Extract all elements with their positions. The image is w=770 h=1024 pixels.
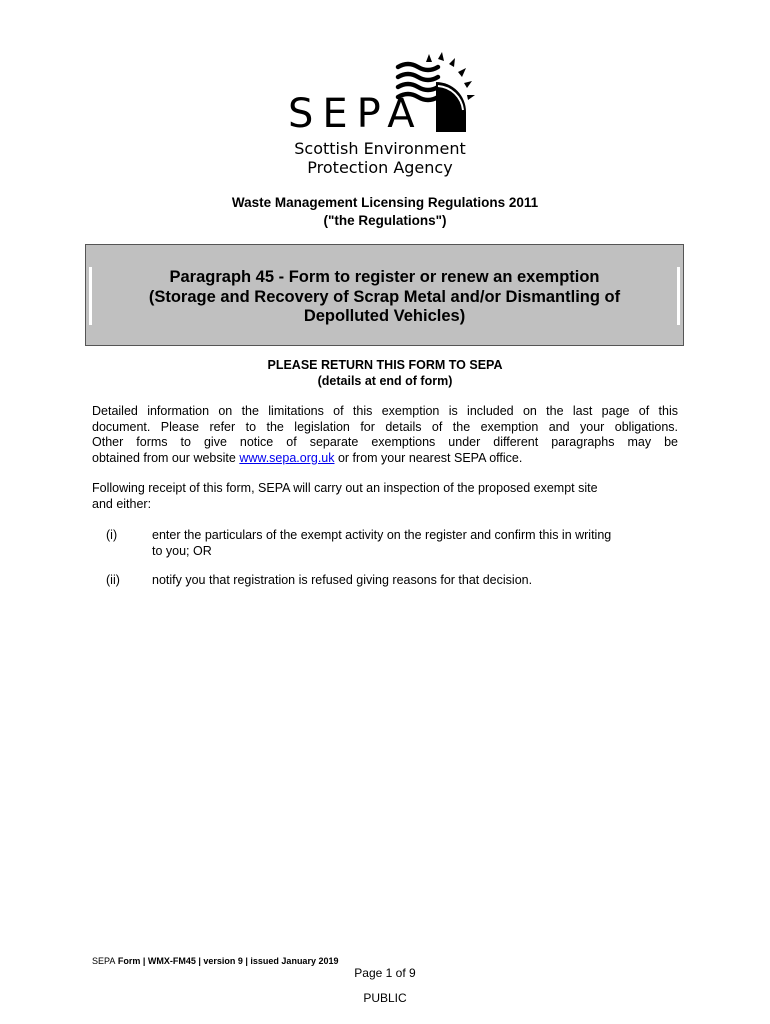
form-title-line1: Paragraph 45 - Form to register or renew an exemption <box>169 268 600 286</box>
list-item-line1: notify you that registration is refused giving reasons for that decision. <box>152 573 533 587</box>
footer-form-prefix: SEPA <box>92 956 116 966</box>
regulations-title: Waste Management Licensing Regulations 2011 <box>231 195 539 210</box>
return-notice-heading: PLEASE RETURN THIS FORM TO SEPA <box>267 358 503 372</box>
paragraph1-line1: Detailed information on the limitations of this exemption is included on the last page of this <box>92 404 678 418</box>
paragraph1-line4 <box>92 451 678 467</box>
list-item-line1: enter the particulars of the exempt activity on the register and confirm this in writing <box>152 528 612 542</box>
sepa-logo <box>286 50 486 182</box>
inspection-paragraph <box>92 481 678 512</box>
list-item-number: (ii) <box>106 573 120 587</box>
form-title-box <box>85 244 684 346</box>
paragraph2-line1: Following receipt of this form, SEPA will carry out an inspection of the proposed exempt site <box>92 481 598 495</box>
paragraph1-line3: Other forms to give notice of separate exemptions under different paragraphs may be <box>92 435 678 449</box>
list-item-text <box>152 528 682 559</box>
paragraph1-line2: document. Please refer to the legislation for details of the exemption and your obligations. <box>92 419 678 434</box>
paragraph2-line2: and either: <box>92 496 152 511</box>
paragraph1-line4-after: or from your nearest SEPA office. <box>334 450 523 465</box>
list-item-line2: to you; OR <box>152 543 212 558</box>
footer-form-details: Form | WMX-FM45 | version 9 | issued January 2019 <box>115 956 339 966</box>
paragraph1-line4-before: obtained from our website <box>92 450 240 465</box>
list-item-text <box>152 573 682 589</box>
sepa-website-link[interactable]: www.sepa.org.uk <box>239 450 335 465</box>
list-item-number: (i) <box>106 528 118 542</box>
classification-label: PUBLIC <box>363 991 407 1005</box>
form-title-line3: Depolluted Vehicles) <box>303 307 466 325</box>
page-number: Page 1 of 9 <box>354 966 416 980</box>
return-notice-details: (details at end of form) <box>317 374 453 388</box>
logo-subtitle-line1: Scottish Environment <box>294 139 466 158</box>
regulations-subtitle: ("the Regulations") <box>323 213 447 228</box>
form-title-line2: (Storage and Recovery of Scrap Metal and/or Dismantling of <box>148 288 621 306</box>
sepa-logo-wordmark: SEPA <box>288 91 424 137</box>
logo-subtitle-line2: Protection Agency <box>307 158 453 177</box>
exemption-info-paragraph <box>92 404 678 466</box>
